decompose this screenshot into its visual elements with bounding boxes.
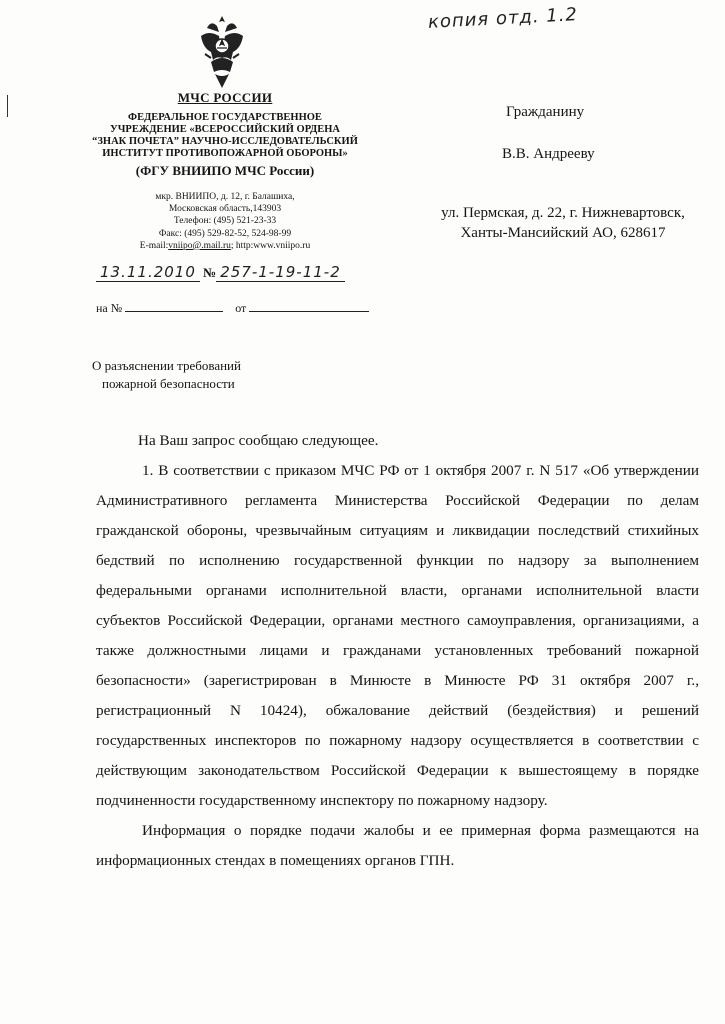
institution-line: “ЗНАК ПОЧЕТА” НАУЧНО-ИССЛЕДОВАТЕЛЬСКИЙ	[92, 136, 358, 147]
email-label: E-mail:	[139, 240, 169, 251]
recipient-address	[418, 203, 708, 243]
reference-number: 257-1-19-11-2	[216, 263, 345, 282]
institution-line: УЧРЕЖДЕНИЕ «ВСЕРОССИЙСКИЙ ОРДЕНА	[110, 124, 340, 135]
from-label: от	[235, 301, 247, 315]
body-paragraph: 1. В соответствии с приказом МЧС РФ от 1 октября 2007 г. N 517 «Об утверждении Административного регламента Министерства Российской Федерации по делам гражданской обороны, чрезвычайным ситуациям и ликвидации последствий стихийных бедствий по исполнению государственной функции по надзору за выполнением федеральными органами исполнительной власти, органами исполнительной власти субъектов Российской Федерации, органами местного самоуправления, организациями, а также должностными лицами и гражданами установленных требований пожарной безопасности» (зарегистрирован в Минюсте в Минюсте РФ 31 октября 2007 г., регистрационный N 10424), обжалование действий (бездействия) и решений государственных инспекторов по пожарному надзору осуществляется в соответствии с действующим законодательством Российской Федерации к вышестоящему в порядке подчиненности государственному инспектору по пожарному надзору.	[96, 462, 699, 809]
institution-name	[80, 112, 370, 160]
outgoing-reference	[96, 263, 345, 281]
margin-mark	[7, 95, 8, 117]
handwritten-copy-note: копия отд. 1.2	[427, 4, 579, 33]
incoming-reference	[96, 301, 369, 316]
recipient-address-line: Ханты-Мансийский АО, 628617	[460, 225, 666, 241]
number-label: №	[203, 265, 217, 280]
sender-phone: Телефон: (495) 521-23-33	[173, 216, 277, 227]
sender-contacts	[80, 191, 370, 252]
institution-line: ИНСТИТУТ ПРОТИВОПОЖАРНОЙ ОБОРОНЫ»	[102, 148, 348, 159]
incoming-number-blank	[125, 301, 223, 312]
sender-address-line: Московская область,143903	[168, 204, 282, 215]
incoming-date-blank	[249, 301, 369, 312]
web-link[interactable]: ; http:www.vniipo.ru	[230, 240, 311, 251]
subject-line: пожарной безопасности	[102, 376, 235, 391]
body-intro: На Ваш запрос сообщаю следующее.	[138, 432, 379, 449]
on-number-label: на №	[96, 301, 123, 315]
institution-line: ФЕДЕРАЛЬНОЕ ГОСУДАРСТВЕННОЕ	[128, 112, 322, 123]
institution-abbreviation: (ФГУ ВНИИПО МЧС России)	[135, 163, 315, 178]
letter-subject	[92, 357, 241, 393]
recipient-name: В.В. Андрееву	[502, 146, 595, 162]
sender-fax: Факс: (495) 529-82-52, 524-98-99	[158, 228, 292, 239]
sender-web-contacts	[80, 240, 370, 252]
subject-line: О разъяснении требований	[92, 358, 241, 373]
sender-header	[80, 88, 370, 252]
reference-date: 13.11.2010	[96, 263, 200, 282]
letter-body	[96, 426, 699, 876]
sender-address-line: мкр. ВНИИПО, д. 12, г. Балашиха,	[155, 192, 295, 202]
recipient-salutation: Гражданину	[506, 104, 585, 120]
body-paragraph: Информация о порядке подачи жалобы и ее примерная форма размещаются на информационных стендах в помещениях органов ГПН.	[96, 822, 699, 869]
email-link[interactable]: vniipo@.mail.ru	[168, 240, 231, 251]
recipient-address-line: ул. Пермская, д. 22, г. Нижневартовск,	[441, 205, 685, 221]
emchs-emblem-icon	[197, 14, 247, 90]
ministry-name: МЧС РОССИИ	[177, 90, 273, 105]
